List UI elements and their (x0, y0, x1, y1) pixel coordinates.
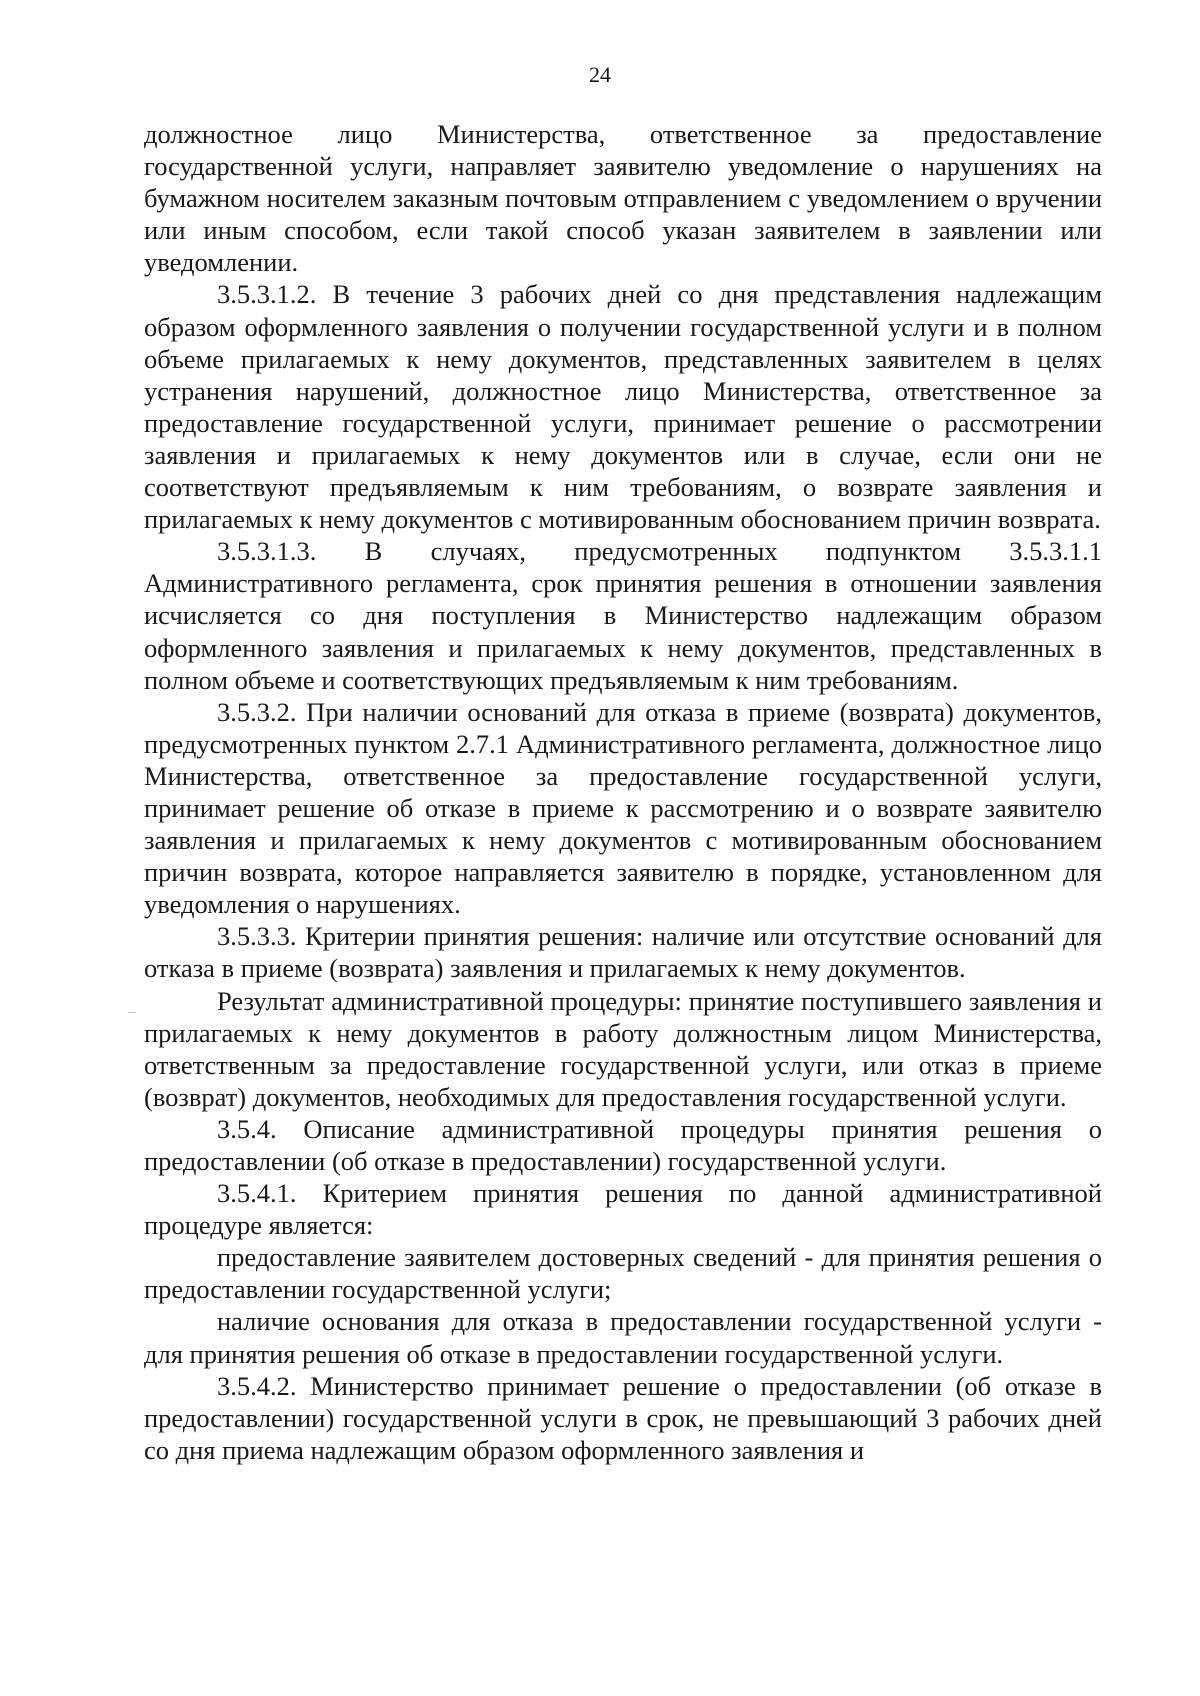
paragraph-3-5-4-1: 3.5.4.1. Критерием принятия решения по данной административной процедуре является: (144, 1178, 1102, 1241)
paragraph-result: Результат административной процедуры: принятие поступившего заявления и прилагаемых к нему документов в работу должностным лицом Министерства, ответственным за предоставление государственной услуги, или отказ в приеме (возврат) документов, необходимых для предоставления государственной услуги. (144, 985, 1102, 1112)
paragraph-continuation: должностное лицо Министерства, ответственное за предоставление государственной услуги, направляет заявителю уведомление о нарушениях на бумажном носителем заказным почтовым отправлением с уведомлением о вручении или иным способом, если такой способ указан заявителем в заявлении или уведомлении. (144, 119, 1102, 278)
page-number: 24 (589, 62, 611, 87)
paragraph-criterion-refusal: наличие основания для отказа в предоставлении государственной услуги - для принятия решения об отказе в предоставлении государственной услуги. (144, 1306, 1102, 1369)
document-body (144, 118, 1102, 1466)
paragraph-3-5-4: 3.5.4. Описание административной процедуры принятия решения о предоставлении (об отказе в предоставлении) государственной услуги. (144, 1113, 1102, 1176)
paragraph-3-5-4-2: 3.5.4.2. Министерство принимает решение о предоставлении (об отказе в предоставлении) государственной услуги в срок, не превышающий 3 рабочих дней со дня приема надлежащим образом оформленного заявления и (144, 1370, 1102, 1465)
paragraph-criterion-grant: предоставление заявителем достоверных сведений - для принятия решения о предоставлении государственной услуги; (144, 1242, 1102, 1305)
paragraph-3-5-3-3: 3.5.3.3. Критерии принятия решения: наличие или отсутствие оснований для отказа в приеме (возврата) заявления и прилагаемых к нему документов. (144, 921, 1102, 984)
paragraph-3-5-3-1-3: 3.5.3.1.3. В случаях, предусмотренных подпунктом 3.5.3.1.1 Административного регламента, срок принятия решения в отношении заявления исчисляется со дня поступления в Министерство надлежащим образом оформленного заявления и прилагаемых к нему документов, представленных в полном объеме и соответствующих предъявляемым к ним требованиям. (144, 536, 1102, 695)
scan-artifact (128, 1012, 136, 1013)
paragraph-3-5-3-1-2: 3.5.3.1.2. В течение 3 рабочих дней со дня представления надлежащим образом оформленного заявления о получении государственной услуги и в полном объеме прилагаемых к нему документов, представленных заявителем в целях устранения нарушений, должностное лицо Министерства, ответственное за предоставление государственной услуги, принимает решение о рассмотрении заявления и прилагаемых к нему документов или в случае, если они не соответствуют предъявляемым к ним требованиям, о возврате заявления и прилагаемых к нему документов с мотивированным обоснованием причин возврата. (144, 279, 1102, 535)
paragraph-3-5-3-2: 3.5.3.2. При наличии оснований для отказа в приеме (возврата) документов, предусмотренных пунктом 2.7.1 Административного регламента, должностное лицо Министерства, ответственное за предоставление государственной услуги, принимает решение об отказе в приеме к рассмотрению и о возврате заявителю заявления и прилагаемых к нему документов с мотивированным обоснованием причин возврата, которое направляется заявителю в порядке, установленном для уведомления о нарушениях. (144, 696, 1102, 920)
